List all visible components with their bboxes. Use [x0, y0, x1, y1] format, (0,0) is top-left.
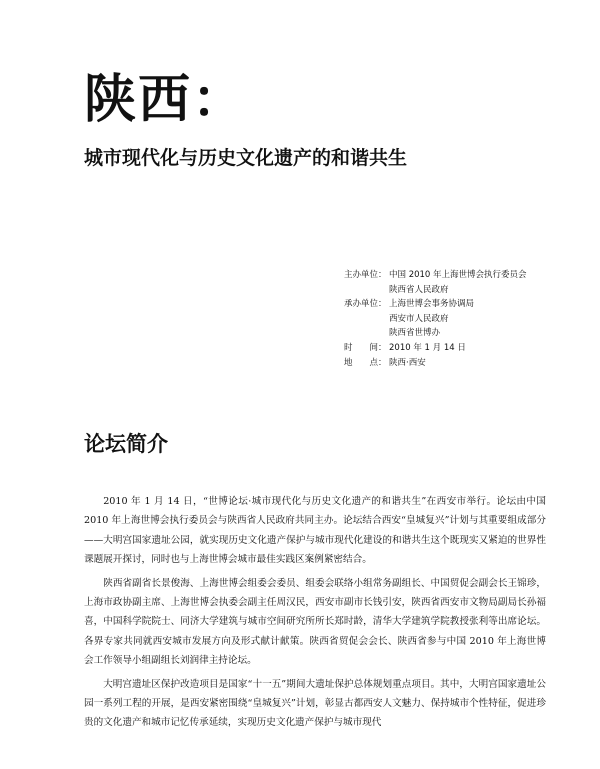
paragraph: 2010 年 1 月 14 日，“世博论坛·城市现代化与历史文化遗产的和谐共生”在西安市举行。论坛由中国 2010 年上海世博会执行委员会与陕西省人民政府共同主办。论坛结合西安“皇城复兴”计划与其重要组成部分——大明宫国家遗址公园，就实现历史文化遗产保护与城市现代化建设的和谐共生这个既现实又紧迫的世界性课题展开探讨，同时也与上海世博会城市最佳实践区案例紧密结合。 — [84, 496, 546, 566]
info-value: 陕西·西安 — [389, 357, 426, 368]
paragraph: 大明宫遗址区保护改造项目是国家“十一五”期间大遗址保护总体规划重点项目。其中，大明宫国家遗址公园一系列工程的开展，是西安紧密围绕“皇城复兴”计划，彰显古都西安人文魅力、保持城市个性特征，促进珍贵的文化遗产和城市记忆传承延续，实现历史文化遗产保护与城市现代 — [84, 678, 546, 729]
info-value: 上海世博会事务协调局 — [389, 299, 475, 310]
info-row-host-3 — [344, 326, 527, 341]
event-info — [344, 268, 527, 370]
page-title: 陕西： — [84, 70, 247, 130]
article-body — [84, 492, 546, 737]
page-subtitle: 城市现代化与历史文化遗产的和谐共生 — [84, 147, 408, 169]
info-value: 西安市人民政府 — [389, 313, 449, 324]
info-row-organizer — [344, 268, 527, 283]
info-value: 陕西省人民政府 — [389, 284, 449, 295]
info-value: 中国 2010 年上海世博会执行委员会 — [389, 270, 527, 280]
info-label — [344, 326, 389, 341]
info-label: 地 点： — [344, 357, 387, 368]
info-value: 陕西省世博办 — [389, 328, 441, 339]
info-row-organizer-2 — [344, 283, 527, 298]
info-row-location — [344, 356, 527, 371]
info-label: 时 间： — [344, 342, 387, 353]
info-value: 2010 年 1 月 14 日 — [389, 342, 466, 353]
info-row-host — [344, 297, 527, 312]
info-label — [344, 283, 389, 298]
paragraph: 陕西省副省长景俊海、上海世博会组委会委员、组委会联络小组常务副组长、中国贸促会副会长王锦珍，上海市政协副主席、上海世博会执委会副主任周汉民，西安市副市长钱引安，陕西省西安市文物局副局长孙福喜，中国科学院院士、同济大学建筑与城市空间研究所所长郑时龄，清华大学建筑学院教授张利等出席论坛。各界专家共同就西安城市发展方向及形式献计献策。陕西省贸促会会长、陕西省参与中国 2010 年上海世博会工作领导小组副组长刘润律主持论坛。 — [84, 577, 546, 667]
info-label — [344, 312, 389, 327]
info-label: 承办单位： — [344, 299, 387, 310]
info-label: 主办单位： — [344, 270, 387, 280]
info-row-date — [344, 341, 527, 356]
section-heading: 论坛简介 — [84, 431, 168, 456]
info-row-host-2 — [344, 312, 527, 327]
